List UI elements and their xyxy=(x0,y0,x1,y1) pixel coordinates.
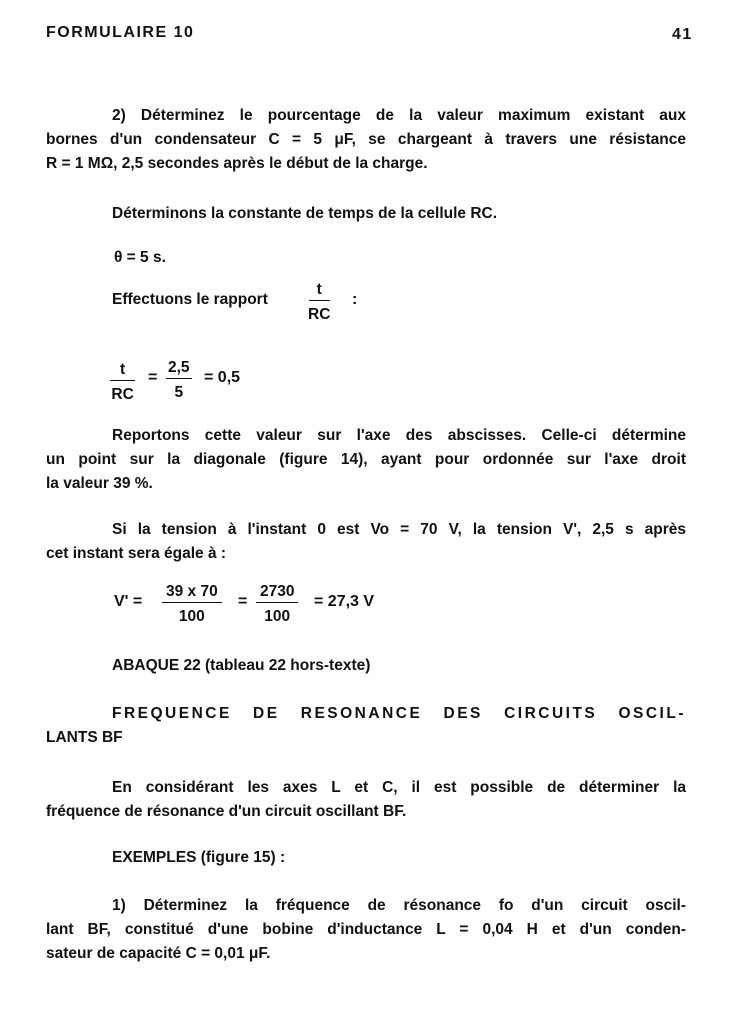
calc1-num1: t xyxy=(110,360,135,381)
para4-line2: fréquence de résonance d'un circuit oscillant BF. xyxy=(46,803,407,820)
examples-heading: EXEMPLES (figure 15) : xyxy=(112,849,286,866)
calc1-fraction-1 xyxy=(110,360,135,405)
calc2-lhs: V' = xyxy=(114,593,143,610)
section-heading-line2: LANTS BF xyxy=(46,729,123,746)
ratio-numerator: t xyxy=(309,280,330,301)
calc2-equals: = xyxy=(238,593,248,610)
ratio-denominator: RC xyxy=(308,306,331,323)
calc1-num2: 2,5 xyxy=(166,358,192,379)
para1-line1: 2) Déterminez le pourcentage de la valeur maximum existant aux xyxy=(112,107,686,124)
calc1-result: = 0,5 xyxy=(204,369,241,386)
calc1-equals: = xyxy=(148,369,158,386)
para4-line1: En considérant les axes L et C, il est possible de déterminer la xyxy=(112,779,686,796)
calc2-fraction-2 xyxy=(256,582,298,627)
calc2-result: = 27,3 V xyxy=(314,593,375,610)
calc1-den2: 5 xyxy=(174,384,184,401)
ratio-colon: : xyxy=(352,291,358,308)
para5-line2: lant BF, constitué d'une bobine d'inductance L = 0,04 H et d'un conden- xyxy=(46,921,686,938)
theta-value: θ = 5 s. xyxy=(114,249,166,266)
calc2-num2: 2730 xyxy=(256,582,298,603)
calc2-den2: 100 xyxy=(264,608,291,625)
para5-line3: sateur de capacité C = 0,01 μF. xyxy=(46,945,271,962)
running-header-title: FORMULAIRE 10 xyxy=(46,24,195,41)
section-heading-line1: FREQUENCE DE RESONANCE DES CIRCUITS OSCIL- xyxy=(112,705,686,722)
para2-line1: Reportons cette valeur sur l'axe des abscisses. Celle-ci détermine xyxy=(112,427,686,444)
para1-line2: bornes d'un condensateur C = 5 μF, se chargeant à travers une résistance xyxy=(46,131,686,148)
para5-line1: 1) Déterminez la fréquence de résonance fo d'un circuit oscil- xyxy=(112,897,686,914)
calc2-fraction-1 xyxy=(162,582,222,627)
calc1-den1: RC xyxy=(111,386,134,403)
ratio-label: Effectuons le rapport xyxy=(112,291,268,308)
calc2-den1: 100 xyxy=(178,608,205,625)
ratio-fraction xyxy=(308,280,330,325)
para3-line1: Si la tension à l'instant 0 est Vo = 70 V, la tension V', 2,5 s après xyxy=(112,521,686,538)
abaque-title: ABAQUE 22 (tableau 22 hors-texte) xyxy=(112,657,371,674)
calc1-fraction-2 xyxy=(166,358,192,403)
para3-line2: cet instant sera égale à : xyxy=(46,545,227,562)
page-number: 41 xyxy=(672,26,693,43)
para2-line2: un point sur la diagonale (figure 14), ayant pour ordonnée sur l'axe droit xyxy=(46,451,686,468)
step1-text: Déterminons la constante de temps de la cellule RC. xyxy=(112,205,498,222)
para2-line3: la valeur 39 %. xyxy=(46,475,153,492)
para1-line3: R = 1 MΩ, 2,5 secondes après le début de la charge. xyxy=(46,155,428,172)
calc2-num1: 39 x 70 xyxy=(162,582,222,603)
